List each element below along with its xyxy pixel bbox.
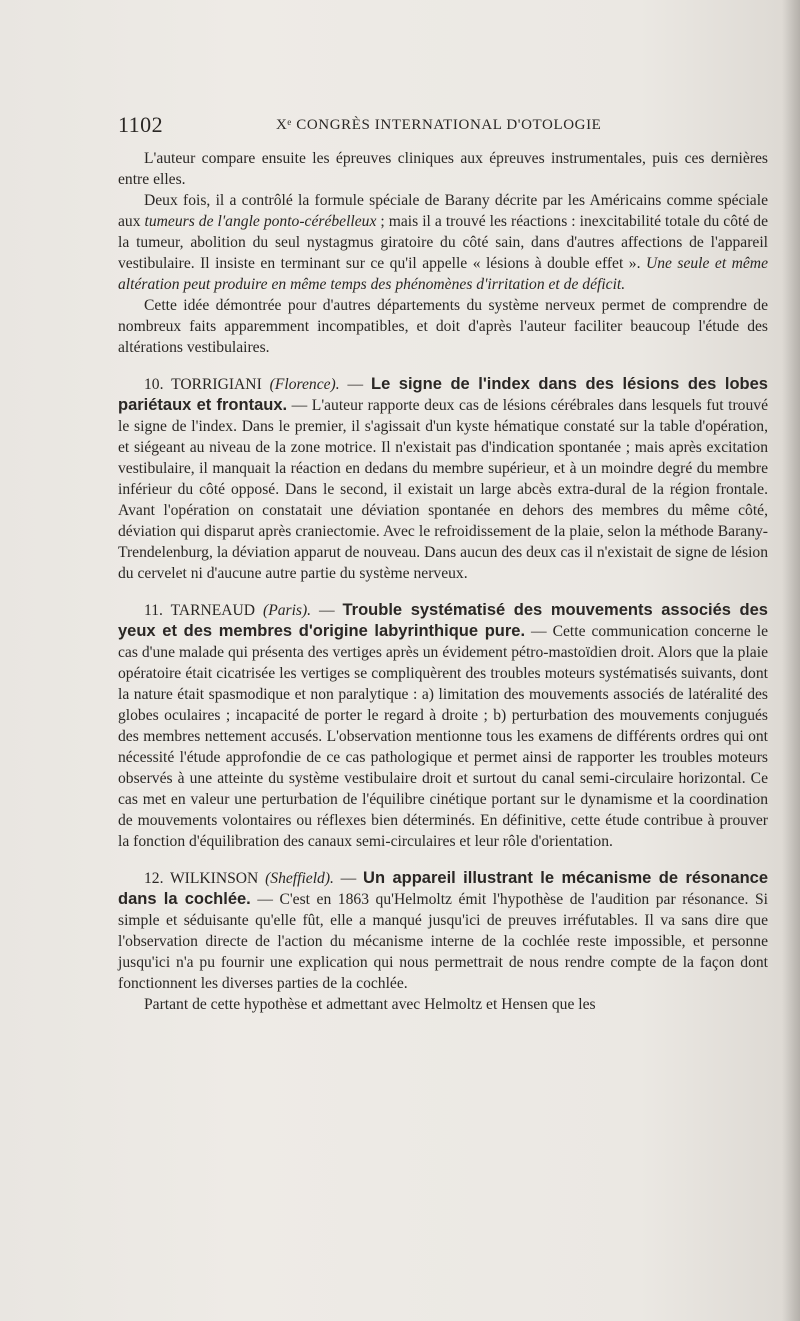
entry-author: TORRIGIANI: [171, 376, 262, 393]
entry-title: Le signe de l'index dans des lésions des lobes pariétaux et frontaux.: [118, 375, 768, 414]
entry-number: 12.: [144, 870, 164, 887]
entry-number: 11.: [144, 602, 163, 619]
entry-author: TARNEAUD: [170, 602, 256, 619]
entry-author: WILKINSON: [169, 870, 259, 887]
paragraph-text: L'auteur compare ensuite les épreuves cliniques aux épreuves instrumentales, puis ces dernières entre elles.: [118, 150, 768, 188]
abstract-entry: 12. WILKINSON (Sheffield). — Un appareil illustrant le mécanisme de résonance dans la cochlée. — C'est en 1863 qu'Helmoltz émit l'hypothèse de l'audition par résonance. Si simple et séduisante qu'elle fût, elle a manqué jusqu'ici de preuves irréfutables. Il va sans dire que l'observation directe de l'action du mécanisme interne de la cochlée reste impossible, et personne jusqu'ici n'a pu fournir une explication qui nous permettrait de nous rendre compte de la façon dont fonctionnent les diverses parties de la cochlée.: [118, 869, 768, 992]
entry-title: Un appareil illustrant le mécanisme de résonance dans la cochlée.: [118, 869, 768, 908]
paragraph-text: Deux fois, il a contrôlé la formule spéciale de Barany décrite par les Américains comme spéciale aux: [118, 192, 768, 230]
paragraph: [118, 295, 768, 358]
paragraph-text: Partant de cette hypothèse et admettant avec Helmoltz et Hensen que les: [144, 996, 596, 1013]
entry-place: (Sheffield).: [265, 870, 334, 887]
entry-body: Cette communication concerne le cas d'une malade qui présenta des vertiges après un évidement pétro-mastoïdien droit. Alors que la plaie opératoire était cicatrisée les vertiges se compliquèrent des troubles moteurs systématisés suivants, dont la nature était spasmodique et non paralytique : a) limitation des mouvements associés de latéralité des globes oculaires ; incapacité de porter le regard à droite ; b) perturbation des mouvements conjugués des membres nettement accusés. L'observation mentionne tous les examens de différents ordres qui ont nécessité l'étude approfondie de ce cas pathologique et permet ainsi de rapporter les troubles moteurs observés à une atteinte du système vestibulaire droit et surtout du canal semi-circulaire horizontal. Ce cas met en valeur une perturbation de l'équilibre cinétique portant sur le dynamisme et la coordination de mouvements volontaires ou réflexes bien déterminés. En définitive, cette étude contribue à prouver la fonction d'équilibration des canaux semi-circulaires et leur rôle d'orientation.: [118, 623, 768, 850]
entry-place: (Florence).: [269, 376, 340, 393]
abstract-entry: 11. TARNEAUD (Paris). — Trouble systématisé des mouvements associés des yeux et des membres d'origine labyrinthique pure. — Cette communication concerne le cas d'une malade qui présenta des vertiges après un évidement pétro-mastoïdien droit. Alors que la plaie opératoire était cicatrisée les vertiges se compliquèrent des troubles moteurs systématisés suivants, dont la nature était spasmodique et non paralytique : a) limitation des mouvements associés de latéralité des globes oculaires ; incapacité de porter le regard à droite ; b) perturbation des mouvements conjugués des membres nettement accusés. L'observation mentionne tous les examens de différents ordres qui ont nécessité l'étude approfondie de ce cas pathologique et permet ainsi de rapporter les troubles moteurs observés à une atteinte du système vestibulaire droit et surtout du canal semi-circulaire horizontal. Ce cas met en valeur une perturbation de l'équilibre cinétique portant sur le dynamisme et la coordination de mouvements volontaires ou réflexes bien déterminés. En définitive, cette étude contribue à prouver la fonction d'équilibration des canaux semi-circulaires et leur rôle d'orientation.: [118, 601, 768, 850]
emphasis-text: tumeurs de l'angle ponto-cérébelleux: [144, 213, 377, 230]
paragraph: [118, 190, 768, 295]
paragraph: [118, 994, 768, 1015]
running-head: Xᵉ CONGRÈS INTERNATIONAL D'OTOLOGIE: [276, 117, 602, 133]
abstract-entry: 10. TORRIGIANI (Florence). — Le signe de l'index dans des lésions des lobes pariétaux et frontaux. — L'auteur rapporte deux cas de lésions cérébrales dans lesquels fut trouvé le signe de l'index. Dans le premier, il s'agissait d'un kyste hématique constaté sur la table d'opération, et siégeant au niveau de la zone motrice. Il n'existait pas d'indication spontanée ; mais après excitation vestibulaire, il manquait la réaction en dedans du membre supérieur, et à un moindre degré du membre inférieur du côté opposé. Dans le second, il existait un large abcès extra-dural de la région frontale. Avant l'opération on constatait une déviation spontanée en dehors des membres du même côté, déviation qui disparut après craniectomie. Avec le refroidissement de la plaie, selon la méthode Barany-Trendelenburg, la déviation apparut de nouveau. Dans aucun des deux cas il n'existait de signe de lésion du cervelet ni d'aucune autre partie du système nerveux.: [118, 375, 768, 582]
body-text: [118, 148, 768, 1015]
entry-number: 10.: [144, 376, 164, 393]
entry-body: C'est en 1863 qu'Helmoltz émit l'hypothèse de l'audition par résonance. Si simple et séduisante qu'elle fût, elle a manqué jusqu'ici de preuves irréfutables. Il va sans dire que l'observation directe de l'action du mécanisme interne de la cochlée reste impossible, et personne jusqu'ici n'a pu fournir une explication qui nous permettrait de nous rendre compte de la façon dont fonctionnent les diverses parties de la cochlée.: [118, 891, 768, 992]
paragraph: [118, 148, 768, 190]
page-number: 1102: [118, 112, 164, 137]
emphasis-text: Une seule et même altération peut produire en même temps des phénomènes d'irritation et de déficit.: [118, 255, 768, 293]
entry-body: L'auteur rapporte deux cas de lésions cérébrales dans lesquels fut trouvé le signe de l'index. Dans le premier, il s'agissait d'un kyste hématique constaté sur la table d'opération, et siégeant au niveau de la zone motrice. Il n'existait pas d'indication spontanée ; mais après excitation vestibulaire, il manquait la réaction en dedans du membre supérieur, et à un moindre degré du membre inférieur du côté opposé. Dans le second, il existait un large abcès extra-dural de la région frontale. Avant l'opération on constatait une déviation spontanée en dehors des membres du même côté, déviation qui disparut après craniectomie. Avec le refroidissement de la plaie, selon la méthode Barany-Trendelenburg, la déviation apparut de nouveau. Dans aucun des deux cas il n'existait de signe de lésion du cervelet ni d'aucune autre partie du système nerveux.: [118, 397, 768, 582]
paragraph-text: ; mais il a trouvé les réactions : inexcitabilité totale du côté de la tumeur, abolition du seul nystagmus giratoire du côté sain, dans d'autres affections de l'appareil vestibulaire. Il insiste en terminant sur ce qu'il appelle « lésions à double effet ».: [118, 213, 768, 272]
entry-title: Trouble systématisé des mouvements associés des yeux et des membres d'origine labyrinthique pure.: [118, 601, 768, 640]
page-header: [118, 112, 758, 142]
entry-place: (Paris).: [263, 602, 312, 619]
binding-shadow: [782, 0, 800, 1321]
paragraph-text: Cette idée démontrée pour d'autres départements du système nerveux permet de comprendre de nombreux faits apparemment incompatibles, et doit d'après l'auteur faciliter beaucoup l'étude des altérations vestibulaires.: [118, 297, 768, 356]
